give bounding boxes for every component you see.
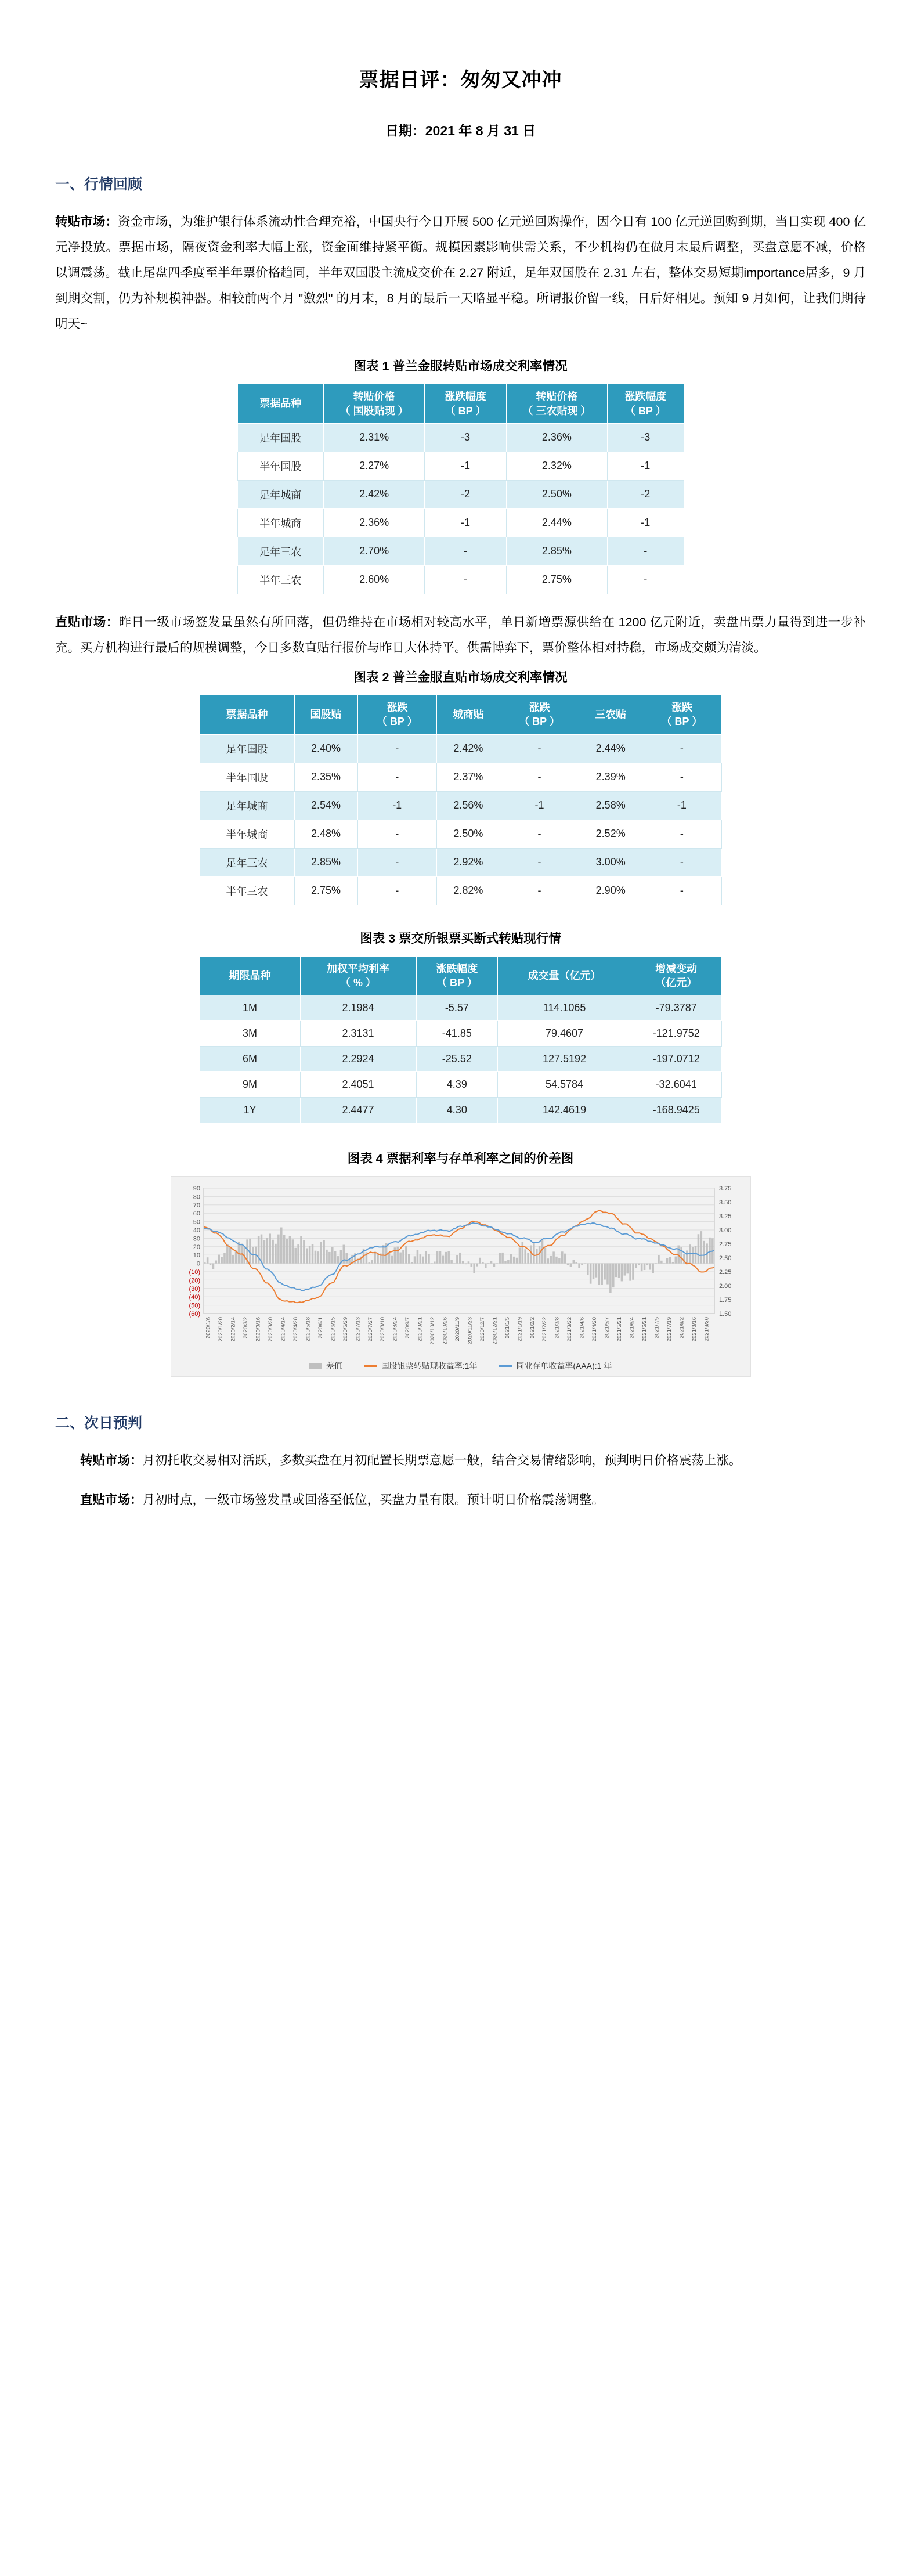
header-line: （ BP ）: [519, 716, 560, 728]
table-cell: 3.00%: [579, 848, 642, 876]
table-header-cell: [506, 384, 607, 424]
table-cell: -: [425, 537, 506, 565]
header-line: 涨跌幅度: [436, 962, 478, 975]
table-cell: 2.37%: [436, 763, 500, 791]
table-cell: -1: [425, 452, 506, 480]
header-line: 涨跌: [529, 702, 550, 714]
legend-label: 差值: [326, 1361, 342, 1371]
table-cell: -1: [500, 791, 579, 820]
table-cell: -1: [357, 791, 436, 820]
figure1-table: [237, 384, 684, 594]
table-cell: -3: [425, 423, 506, 452]
table-row: [200, 734, 721, 763]
table-cell: -2: [608, 480, 684, 508]
table-cell: -: [357, 763, 436, 791]
table-cell: -25.52: [416, 1047, 498, 1072]
paragraph-forecast-zhuantie-label: 转贴市场：: [80, 1453, 143, 1468]
table-cell: 足年三农: [200, 848, 294, 876]
table-cell: -: [642, 763, 721, 791]
table-cell: -: [500, 848, 579, 876]
svg-text:2021/2/22: 2021/2/22: [541, 1317, 548, 1342]
svg-text:2020/12/21: 2020/12/21: [491, 1317, 498, 1345]
figure1-title: 图表 1 普兰金服转贴市场成交利率情况: [353, 359, 568, 374]
table-cell: 2.1984: [300, 995, 416, 1021]
header-line: 成交量（亿元）: [528, 969, 601, 982]
table-row: [200, 1021, 721, 1047]
svg-text:2021/3/8: 2021/3/8: [554, 1317, 561, 1339]
svg-text:2020/10/26: 2020/10/26: [442, 1317, 449, 1345]
svg-text:2020/7/27: 2020/7/27: [367, 1317, 374, 1342]
header-line: 国股贴: [310, 709, 342, 721]
svg-text:(20): (20): [188, 1277, 200, 1285]
header-line: （ BP ）: [624, 405, 666, 417]
svg-text:2020/8/24: 2020/8/24: [392, 1317, 399, 1342]
table-cell: -: [357, 876, 436, 905]
table-row: [200, 763, 721, 791]
table-cell: 3M: [200, 1021, 300, 1047]
table-cell: -197.0712: [631, 1047, 721, 1072]
table-cell: 2.92%: [436, 848, 500, 876]
legend-item-bill-rate: [364, 1360, 478, 1372]
svg-text:10: 10: [193, 1252, 200, 1260]
svg-text:2020/6/1: 2020/6/1: [317, 1317, 324, 1339]
legend-label: 同业存单收益率(AAA):1 年: [516, 1361, 612, 1371]
table-cell: 2.50%: [436, 820, 500, 848]
svg-text:2020/10/12: 2020/10/12: [429, 1317, 436, 1345]
table-cell: 2.70%: [323, 537, 424, 565]
header-line: （ 国股贴现 ）: [339, 405, 409, 417]
table-cell: 1M: [200, 995, 300, 1021]
svg-text:2.75: 2.75: [718, 1241, 731, 1249]
header-line: 城商贴: [452, 709, 484, 721]
table-header-cell: [237, 384, 323, 424]
legend-item-ncd-rate: [499, 1360, 612, 1372]
table-cell: 2.56%: [436, 791, 500, 820]
table-cell: 2.85%: [294, 848, 357, 876]
svg-text:(30): (30): [188, 1286, 200, 1293]
table-cell: 9M: [200, 1072, 300, 1098]
svg-text:2020/11/23: 2020/11/23: [466, 1317, 473, 1345]
svg-text:2.00: 2.00: [718, 1283, 731, 1290]
svg-text:2021/8/16: 2021/8/16: [691, 1317, 698, 1342]
table-row: [237, 480, 684, 508]
svg-text:2020/5/18: 2020/5/18: [304, 1317, 311, 1342]
table-cell: -: [357, 734, 436, 763]
section-heading-review: 一、行情回顾: [55, 176, 143, 193]
figure4-title: 图表 4 票据利率与存单利率之间的价差图: [347, 1152, 574, 1166]
header-line: 转贴价格: [353, 391, 395, 403]
svg-text:2021/2/2: 2021/2/2: [529, 1317, 536, 1339]
svg-text:70: 70: [193, 1202, 200, 1210]
svg-text:(10): (10): [188, 1269, 200, 1276]
table-cell: 2.75%: [506, 565, 607, 594]
table-cell: 2.60%: [323, 565, 424, 594]
document-title: 票据日评：匆匆又冲冲: [359, 69, 562, 91]
table-cell: 4.30: [416, 1098, 498, 1123]
table-row: [237, 452, 684, 480]
table-cell: -: [608, 565, 684, 594]
table-cell: -: [357, 848, 436, 876]
header-line: （ BP ）: [445, 405, 486, 417]
svg-text:2020/4/14: 2020/4/14: [280, 1317, 287, 1342]
table-cell: -168.9425: [631, 1098, 721, 1123]
svg-text:2020/8/10: 2020/8/10: [379, 1317, 386, 1342]
page-footer-space: [55, 1518, 866, 1542]
svg-text:1.50: 1.50: [718, 1311, 731, 1318]
header-line: 票据品种: [259, 398, 302, 410]
table-cell: 6M: [200, 1047, 300, 1072]
svg-text:2020/6/29: 2020/6/29: [342, 1317, 349, 1342]
table-cell: -: [500, 734, 579, 763]
table-cell: 2.54%: [294, 791, 357, 820]
header-line: 涨跌: [671, 702, 692, 714]
table-cell: -5.57: [416, 995, 498, 1021]
table-row: [200, 791, 721, 820]
table-cell: -121.9752: [631, 1021, 721, 1047]
header-line: （ % ）: [340, 976, 377, 988]
table-row: [237, 565, 684, 594]
svg-text:2020/2/14: 2020/2/14: [230, 1317, 237, 1342]
table-header-cell: [642, 695, 721, 735]
table-cell: -: [500, 763, 579, 791]
table-header-row: [237, 384, 684, 424]
table-cell: 半年城商: [237, 508, 323, 537]
legend-swatch-bar: [309, 1363, 322, 1369]
table-cell: 2.27%: [323, 452, 424, 480]
table-header-cell: [416, 956, 498, 995]
table-cell: -: [642, 734, 721, 763]
table-cell: 2.32%: [506, 452, 607, 480]
table-header-cell: [200, 695, 294, 735]
table-cell: -1: [642, 791, 721, 820]
svg-text:90: 90: [193, 1185, 200, 1193]
svg-text:2021/4/20: 2021/4/20: [591, 1317, 598, 1342]
svg-text:2021/1/19: 2021/1/19: [516, 1317, 523, 1342]
table-cell: -79.3787: [631, 995, 721, 1021]
paragraph-forecast-zhitie-text: 月初时点，一级市场签发量或回落至低位，买盘力量有限。预计明日价格震荡调整。: [142, 1493, 605, 1507]
paragraph-forecast-zhitie-label: 直贴市场：: [80, 1493, 143, 1507]
paragraph-zhitie: [55, 609, 866, 661]
table-cell: 半年三农: [237, 565, 323, 594]
table-cell: 54.5784: [498, 1072, 631, 1098]
table-cell: 2.52%: [579, 820, 642, 848]
table-cell: -: [425, 565, 506, 594]
table-cell: 2.31%: [323, 423, 424, 452]
table-row: [237, 537, 684, 565]
svg-text:2020/7/13: 2020/7/13: [354, 1317, 361, 1342]
table-cell: 2.90%: [579, 876, 642, 905]
svg-text:2021/1/5: 2021/1/5: [504, 1317, 511, 1339]
table-cell: 2.40%: [294, 734, 357, 763]
svg-text:2020/9/21: 2020/9/21: [417, 1317, 424, 1342]
chart-svg: [178, 1182, 745, 1356]
svg-text:(50): (50): [188, 1302, 200, 1309]
table-header-cell: [579, 695, 642, 735]
legend-swatch-series2: [499, 1365, 512, 1367]
table-cell: -1: [425, 508, 506, 537]
table-cell: 2.2924: [300, 1047, 416, 1072]
svg-text:2020/3/16: 2020/3/16: [255, 1317, 262, 1342]
header-line: （亿元）: [655, 976, 698, 988]
figure3-title: 图表 3 票交所银票买断式转贴现行情: [360, 931, 561, 946]
table-cell: 127.5192: [498, 1047, 631, 1072]
svg-text:2.25: 2.25: [718, 1269, 731, 1276]
table-cell: -32.6041: [631, 1072, 721, 1098]
header-line: 涨跌幅度: [445, 391, 487, 403]
legend-item-diff: [309, 1360, 342, 1372]
figure2-table: [200, 695, 722, 905]
table-header-cell: [323, 384, 424, 424]
table-cell: -1: [608, 452, 684, 480]
table-cell: 半年三农: [200, 876, 294, 905]
table-cell: 1Y: [200, 1098, 300, 1123]
table-header-cell: [500, 695, 579, 735]
header-line: （ BP ）: [661, 716, 703, 728]
table-row: [200, 1072, 721, 1098]
table-cell: 2.85%: [506, 537, 607, 565]
table-header-cell: [608, 384, 684, 424]
svg-text:2020/6/15: 2020/6/15: [329, 1317, 336, 1342]
document-date: 日期：2021 年 8 月 31 日: [385, 123, 536, 138]
table-cell: -: [500, 820, 579, 848]
table-row: [200, 995, 721, 1021]
table-cell: 2.44%: [506, 508, 607, 537]
table-cell: -3: [608, 423, 684, 452]
svg-text:2.50: 2.50: [718, 1255, 731, 1262]
table-cell: -: [642, 848, 721, 876]
table-cell: 2.44%: [579, 734, 642, 763]
table-header-row: [200, 695, 721, 735]
svg-text:3.50: 3.50: [718, 1199, 731, 1207]
figure4-chart: [171, 1176, 751, 1377]
svg-text:3.25: 3.25: [718, 1213, 731, 1221]
svg-text:2020/11/9: 2020/11/9: [454, 1317, 461, 1341]
table-header-cell: [200, 956, 300, 995]
table-cell: 2.50%: [506, 480, 607, 508]
table-cell: 142.4619: [498, 1098, 631, 1123]
table-cell: -: [642, 876, 721, 905]
table-cell: 2.82%: [436, 876, 500, 905]
svg-text:80: 80: [193, 1193, 200, 1201]
header-line: （ BP ）: [436, 976, 478, 988]
svg-text:60: 60: [193, 1210, 200, 1218]
svg-text:2021/5/21: 2021/5/21: [616, 1317, 623, 1342]
svg-text:2021/8/30: 2021/8/30: [703, 1317, 710, 1342]
svg-text:2020/1/20: 2020/1/20: [217, 1317, 224, 1342]
table-row: [200, 820, 721, 848]
svg-text:2020/9/7: 2020/9/7: [404, 1317, 411, 1339]
table-cell: -1: [608, 508, 684, 537]
svg-text:50: 50: [193, 1218, 200, 1226]
table-cell: 2.58%: [579, 791, 642, 820]
svg-text:(60): (60): [188, 1311, 200, 1318]
svg-text:20: 20: [193, 1244, 200, 1251]
header-line: 涨跌幅度: [624, 391, 667, 403]
table-cell: 2.35%: [294, 763, 357, 791]
table-cell: 半年城商: [200, 820, 294, 848]
svg-text:2021/7/19: 2021/7/19: [666, 1317, 673, 1342]
legend-swatch-series1: [364, 1365, 377, 1367]
table-cell: -: [608, 537, 684, 565]
table-row: [200, 848, 721, 876]
svg-text:40: 40: [193, 1227, 200, 1235]
table-cell: -: [500, 876, 579, 905]
svg-text:2021/7/5: 2021/7/5: [653, 1317, 660, 1339]
table-header-cell: [498, 956, 631, 995]
svg-text:2020/12/7: 2020/12/7: [479, 1317, 486, 1342]
table-cell: 2.4051: [300, 1072, 416, 1098]
header-line: 加权平均利率: [327, 962, 390, 975]
table-cell: 半年国股: [200, 763, 294, 791]
paragraph-zhuantie: [55, 209, 866, 337]
table-row: [237, 508, 684, 537]
chart-plot-area: [178, 1182, 743, 1356]
paragraph-zhitie-text: 昨日一级市场签发量虽然有所回落，但仍维持在市场相对较高水平，单日新增票源供给在 1200 亿元附近，卖盘出票力量得到进一步补充。买方机构进行最后的规模调整，今日多数直贴行报价与昨日大体持平。供需博弈下，票价整体相对持稳，市场成交颇为清淡。: [55, 615, 866, 655]
table-cell: 足年国股: [237, 423, 323, 452]
header-line: （ BP ）: [376, 716, 418, 728]
table-cell: 半年国股: [237, 452, 323, 480]
table-cell: 2.75%: [294, 876, 357, 905]
chart-legend: [178, 1360, 743, 1372]
table-cell: 79.4607: [498, 1021, 631, 1047]
svg-text:2021/5/7: 2021/5/7: [604, 1317, 611, 1339]
table-cell: -41.85: [416, 1021, 498, 1047]
table-row: [200, 1098, 721, 1123]
table-cell: 足年城商: [237, 480, 323, 508]
figure3-table: [200, 956, 722, 1124]
table-row: [237, 423, 684, 452]
header-line: 增减变动: [655, 962, 698, 975]
svg-text:2021/3/22: 2021/3/22: [566, 1317, 573, 1342]
svg-text:2021/6/4: 2021/6/4: [628, 1317, 635, 1339]
svg-text:30: 30: [193, 1235, 200, 1243]
paragraph-zhuantie-label: 转贴市场：: [55, 215, 118, 229]
table-header-row: [200, 956, 721, 995]
table-cell: 2.36%: [323, 508, 424, 537]
paragraph-zhitie-label: 直贴市场：: [55, 615, 119, 629]
svg-text:(40): (40): [188, 1294, 200, 1301]
svg-text:3.00: 3.00: [718, 1227, 731, 1235]
table-cell: 2.36%: [506, 423, 607, 452]
table-cell: 2.39%: [579, 763, 642, 791]
paragraph-forecast-zhuantie-text: 月初托收交易相对活跃，多数买盘在月初配置长期票意愿一般，结合交易情绪影响，预判明日价格震荡上涨。: [142, 1453, 742, 1468]
table-cell: 2.4477: [300, 1098, 416, 1123]
section-heading-forecast: 二、次日预判: [55, 1415, 143, 1432]
table-cell: -: [357, 820, 436, 848]
table-cell: 2.42%: [436, 734, 500, 763]
table-cell: 足年三农: [237, 537, 323, 565]
table-row: [200, 1047, 721, 1072]
table-header-cell: [357, 695, 436, 735]
table-header-cell: [425, 384, 506, 424]
paragraph-forecast-zhuantie: [55, 1448, 866, 1473]
table-cell: 2.42%: [323, 480, 424, 508]
header-line: 票据品种: [226, 709, 268, 721]
paragraph-zhuantie-text: 资金市场，为维护银行体系流动性合理充裕，中国央行今日开展 500 亿元逆回购操作，因今日有 100 亿元逆回购到期，当日实现 400 亿元净投放。票据市场，隔夜资金利率大幅上涨，资金面维持紧平衡。规模因素影响供需关系，不少机构仍在做月末最后调整，买盘意愿不减，价格以调震荡。截止尾盘四季度至半年票价格趋同，半年双国股主流成交价在 2.27 附近，足年双国股在 2.31 左右，整体交易短期importance居多，9 月到期交割，仍为补规模神器。相较前两个月 "激烈" 的月末，8 月的最后一天略显平稳。所谓报价留一线，日后好相见。预知 9 月如何，让我们期待明天~: [55, 215, 866, 331]
header-line: 转贴价格: [536, 391, 578, 403]
table-cell: 足年国股: [200, 734, 294, 763]
table-cell: 114.1065: [498, 995, 631, 1021]
svg-text:2020/1/6: 2020/1/6: [205, 1317, 212, 1339]
svg-text:2021/4/6: 2021/4/6: [579, 1317, 586, 1339]
paragraph-forecast-zhitie: [55, 1487, 866, 1513]
svg-text:2020/3/2: 2020/3/2: [242, 1317, 249, 1339]
svg-text:2021/8/2: 2021/8/2: [678, 1317, 685, 1339]
header-line: 三农贴: [595, 709, 627, 721]
header-line: 涨跌: [387, 702, 408, 714]
table-cell: 足年城商: [200, 791, 294, 820]
svg-text:3.75: 3.75: [718, 1185, 731, 1193]
table-row: [200, 876, 721, 905]
table-cell: -: [642, 820, 721, 848]
figure2-title: 图表 2 普兰金服直贴市场成交利率情况: [353, 670, 568, 685]
header-line: 期限品种: [229, 969, 271, 982]
svg-text:0: 0: [196, 1260, 200, 1268]
svg-text:2020/4/28: 2020/4/28: [292, 1317, 299, 1342]
svg-text:2020/3/30: 2020/3/30: [267, 1317, 274, 1342]
table-header-cell: [631, 956, 721, 995]
table-cell: 2.3131: [300, 1021, 416, 1047]
table-header-cell: [294, 695, 357, 735]
svg-text:2021/6/21: 2021/6/21: [641, 1317, 648, 1342]
table-cell: -2: [425, 480, 506, 508]
table-cell: 2.48%: [294, 820, 357, 848]
svg-text:1.75: 1.75: [718, 1297, 731, 1304]
table-header-cell: [436, 695, 500, 735]
header-line: （ 三农贴现 ）: [522, 405, 591, 417]
legend-label: 国股银票转贴现收益率:1年: [381, 1361, 478, 1371]
table-header-cell: [300, 956, 416, 995]
table-cell: 4.39: [416, 1072, 498, 1098]
